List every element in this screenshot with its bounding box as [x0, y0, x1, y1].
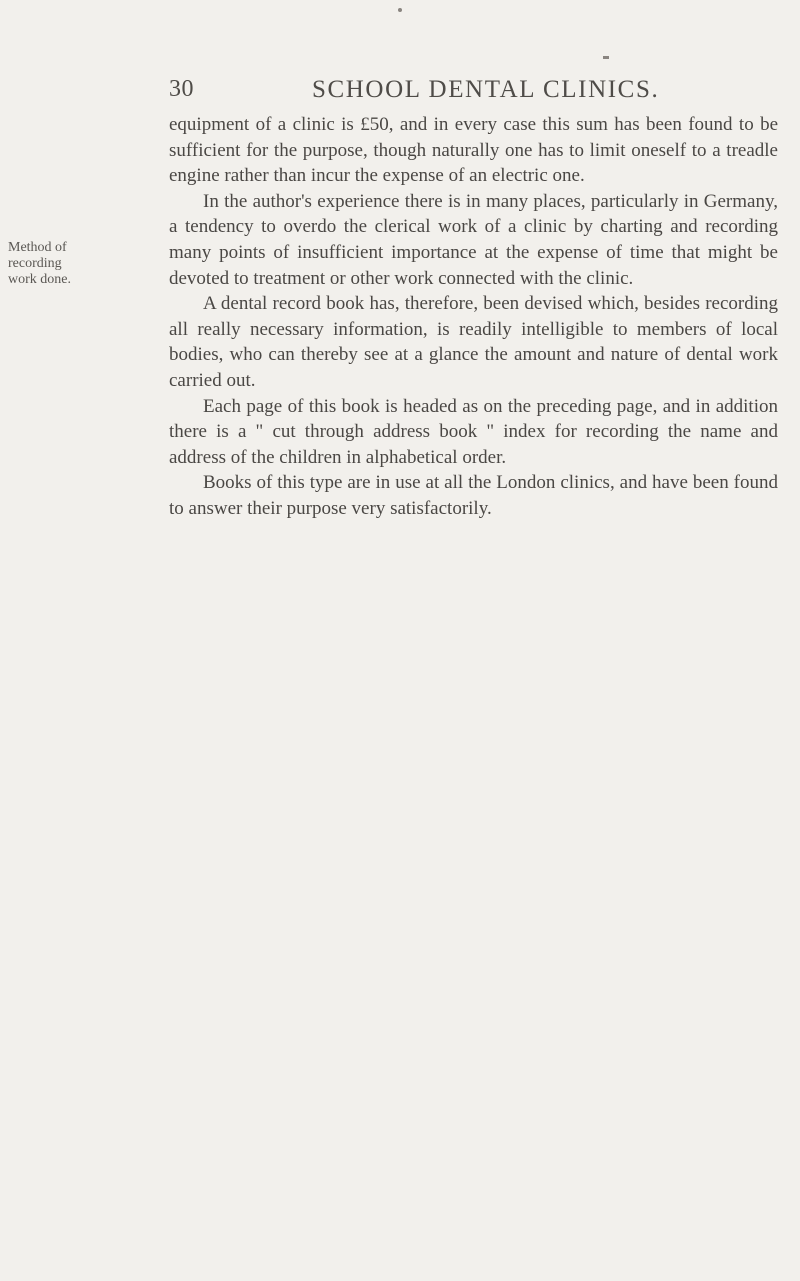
- margin-note-line: recording: [8, 256, 62, 271]
- running-head: [169, 76, 779, 108]
- paragraph: Books of this type are in use at all the London clinics, and have been found to answer their purpose very satisfactorily.: [169, 472, 778, 519]
- paragraph: A dental record book has, therefore, been devised which, besides recording all really necessary information, is readily intelligible to members of local bodies, who can thereby see at a glance the amount and nature of dental work carried out.: [169, 293, 778, 391]
- page-number: 30: [169, 76, 194, 102]
- printer-mark: [398, 8, 402, 12]
- margin-note-line: work done.: [8, 272, 71, 287]
- paragraph-continuation: equipment of a clinic is £50, and in every case this sum has been found to be sufficient for the purpose, though naturally one has to limit oneself to a treadle engine rather than incur the expense of an electric one.: [169, 114, 778, 187]
- margin-note-line: Method of: [8, 240, 67, 255]
- body-text: [169, 112, 778, 522]
- margin-note: [8, 240, 138, 288]
- running-title: SCHOOL DENTAL CLINICS.: [312, 76, 660, 103]
- printer-mark: [603, 56, 609, 59]
- paragraph: Each page of this book is headed as on the preceding page, and in addition there is a " cut through address book " index for recording the name and address of the children in alphabetical order.: [169, 395, 778, 468]
- paragraph: In the author's experience there is in many places, particularly in Germany, a tendency to overdo the clerical work of a clinic by charting and recording many points of insufficient importance at the expense of time that might be devoted to treatment or other work connected with the clinic.: [169, 190, 778, 289]
